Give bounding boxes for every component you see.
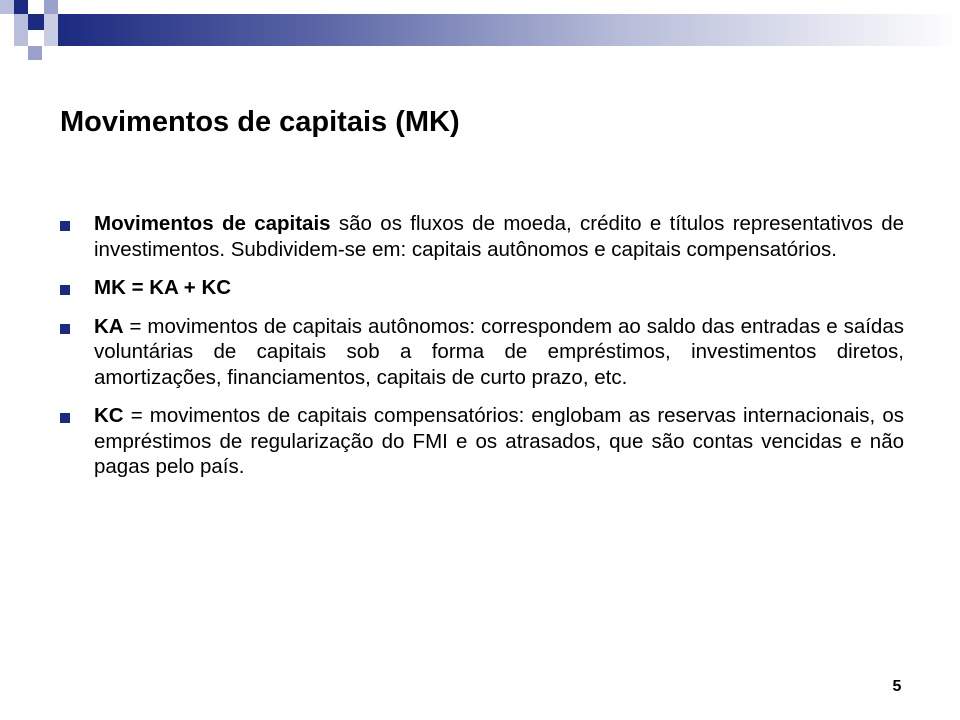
- bullet-text: = movimentos de capitais autônomos: correspondem ao saldo das entradas e saídas voluntárias de capitais sob a forma de empréstimos, investimentos diretos, amortizações, financiamentos, capitais de curto prazo, etc.: [94, 314, 904, 389]
- bullet-term: KA: [94, 314, 124, 338]
- bullet-item: [60, 211, 904, 262]
- bullet-item: [60, 314, 904, 391]
- square-bullet-icon: [60, 324, 70, 334]
- decor-square: [14, 14, 28, 46]
- slide-title: Movimentos de capitais (MK): [60, 106, 460, 138]
- square-bullet-icon: [60, 413, 70, 423]
- bullet-term: MK = KA + KC: [94, 276, 232, 299]
- decor-square: [44, 0, 58, 14]
- decor-square: [28, 46, 42, 60]
- bullet-term: Movimentos de capitais: [94, 212, 331, 235]
- square-bullet-icon: [60, 285, 70, 295]
- bullet-item: [60, 275, 904, 301]
- decor-square: [28, 14, 44, 30]
- decor-square: [44, 14, 58, 46]
- decor-square: [14, 0, 28, 14]
- bullet-list: [60, 211, 904, 493]
- page-number: 5: [892, 678, 902, 695]
- bullet-item: [60, 403, 904, 480]
- bullet-term: KC: [94, 404, 124, 427]
- bullet-text: são os fluxos de moeda, crédito e títulos representativos de investimentos. Subdividem-se em: capitais autônomos e capitais compensatórios.: [94, 212, 904, 261]
- bullet-text: = movimentos de capitais compensatórios: englobam as reservas internacionais, os empréstimos de regularização do FMI e os atrasados, que são contas vencidas e não pagas pelo país.: [94, 404, 904, 478]
- decor-square: [0, 0, 14, 14]
- header-gradient-bar: [58, 14, 960, 46]
- square-bullet-icon: [60, 221, 70, 231]
